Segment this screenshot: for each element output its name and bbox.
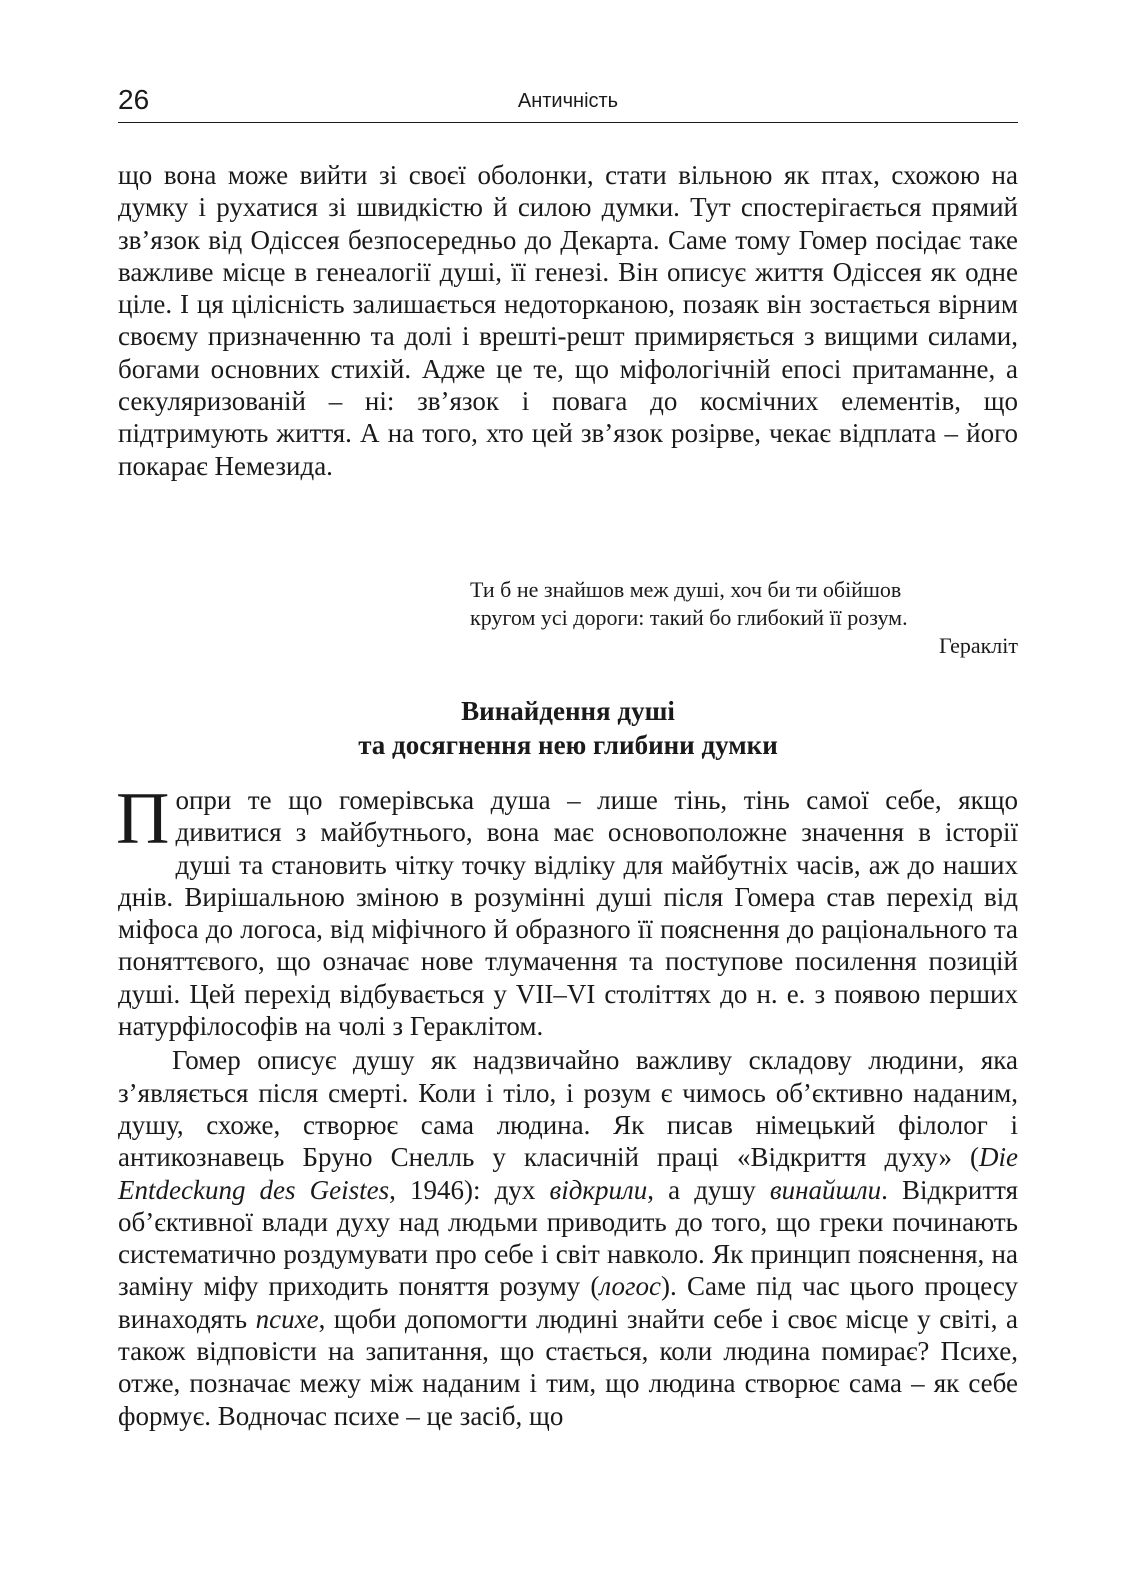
drop-cap: П [116, 777, 170, 860]
paragraph-2 [116, 777, 1018, 1042]
section-heading-line-2: та досягнення нею глибини думки [358, 729, 778, 760]
epigraph-line-2: кругом усі дороги: такий бо глибокий її розум. [470, 604, 908, 630]
epigraph-line-1: Ти б не знайшов меж душі, хоч би ти обійшов [470, 576, 902, 602]
running-title: Античність [517, 90, 619, 112]
paragraph-3 [118, 1044, 1018, 1432]
paragraph-3-italic-logos: логос [599, 1271, 662, 1302]
paragraph-2-text: опри те що гомерівська душа – лише тінь, тінь самої себе, якщо дивитися з майбутнього, вона має основоположне значення в історії душі та становить чітку точку відліку для майбутніх часів, аж до наших днів. Вирішальною зміною в розумінні душі після Гомера став перехід від міфоса до логоса, від міфічного й образного її пояснення до раціонального та поняттєвого, що означає нове тлумачення та поступове посилення позицій душі. Цей перехід відбувається у VII–VI століттях до н. е. з появою перших натурфілософів на чолі з Гераклітом. [118, 784, 1018, 1042]
paragraph-3-part-2: , 1946): дух [389, 1174, 550, 1205]
paragraph-3-part-1: Гомер описує душу як надзвичайно важливу складову людини, яка з’являється після смерті. Коли і тіло, і розум є чимось об’єктивно наданим, душу, схоже, створює сама людина. Як писав німецький філолог і антикознавець Бруно Снелль у класичній праці «Відкриття духу» ( [118, 1045, 1018, 1173]
section-heading [118, 694, 1018, 762]
epigraph [470, 576, 1018, 660]
section-heading-line-1: Винайдення душі [461, 695, 675, 726]
paragraph-3-italic-invented: винайшли [769, 1174, 882, 1205]
paragraph-3-italic-title: Die Entdeckung des Geistes [118, 1142, 1018, 1205]
paragraph-1: що вона може вийти зі своєї оболонки, стати вільною як птах, схожою на думку і рухатися зі швидкістю й силою думки. Тут спостерігається прямий зв’язок від Одіссея безпосередньо до Декарта. Саме тому Гомер посідає таке важливе місце в генеалогії душі, її генезі. Він описує життя Одіссея як одне ціле. І ця цілісність залишається недоторканою, позаяк він зостається вірним своєму призначенню та долі і врешті-решт примиряється з вищими силами, богами основних стихій. Адже це те, що міфологічній епосі притаманне, а секуляризованій – ні: зв’язок і повага до космічних елементів, що підтримують життя. А на того, хто цей зв’язок розірве, чекає відплата – його покарає Немезида. [118, 160, 1018, 481]
paragraph-3-part-6: , щоби допомогти людині знайти себе і своє місце у світі, а також відповісти на запитання, що стається, коли людина помирає? Психе, отже, позначає межу між наданим і тим, що людина створює сама – як себе формує. Водночас психе – це засіб, що [118, 1303, 1018, 1431]
paragraph-3-italic-discovered: відкрили [549, 1174, 648, 1205]
page-number: 26 [118, 84, 150, 115]
paragraph-3-part-5: ). Саме під час цього процесу винаходять [118, 1271, 1018, 1334]
paragraph-3-italic-psyche: психе [255, 1303, 319, 1334]
book-page [118, 78, 1018, 1432]
page-header [118, 78, 1018, 123]
paragraph-3-part-4: . Відкриття об’єктивної влади духу над людьми приводить до того, що греки починають систематично роздумувати про себе і світ навколо. Як принцип пояснення, на заміну міфу приходить поняття розуму ( [118, 1174, 1019, 1302]
epigraph-author: Геракліт [939, 632, 1018, 658]
paragraph-3-part-3: , а душу [647, 1174, 770, 1205]
